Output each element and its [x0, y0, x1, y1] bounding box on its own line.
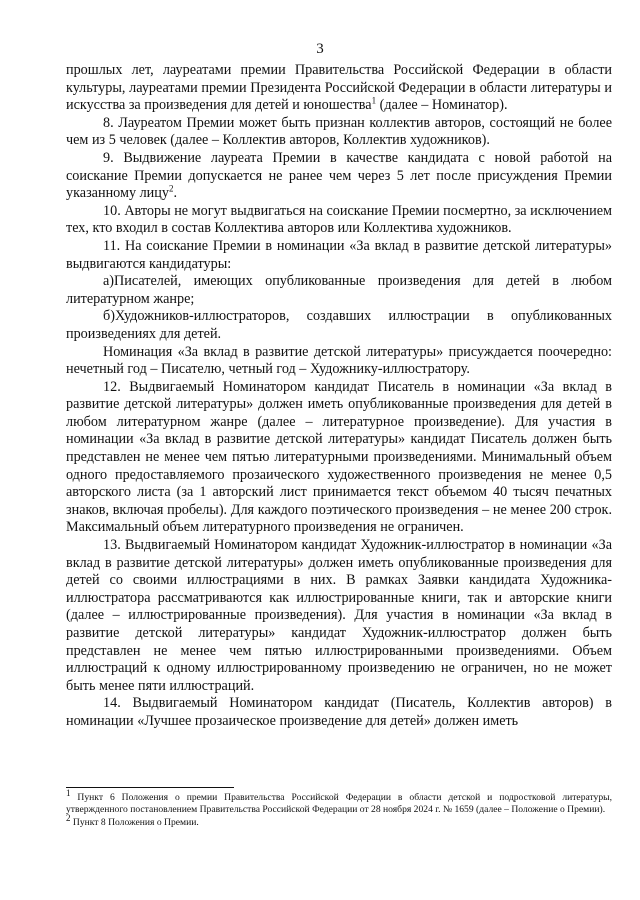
paragraph-text: прошлых лет, лауреатами премии Правительства Российской Федерации в области культуры, лауреатами премии Президента Российской Федерации в области литературы и искусства за произведения для детей и юношества	[66, 62, 612, 114]
page-number: 3	[316, 41, 324, 57]
paragraph-11-nomination: Номинация «За вклад в развитие детской литературы» присуждается поочередно: нечетный год – Писателю, четный год – Художнику-иллюстратору.	[66, 343, 612, 378]
list-item-label: б)	[103, 308, 115, 325]
paragraph-text-tail: (далее – Номинатор).	[376, 97, 508, 114]
paragraph-13: 13. Выдвигаемый Номинатором кандидат Художник-иллюстратор в номинации «За вклад в развитие детской литературы» должен иметь опубликованные произведения для детей со своими иллюстрациями в них. В рамках Заявки кандидата Художника-иллюстратора рассматриваются как иллюстрированные книги, так и авторские книги (далее – иллюстрированные произведения). Для участия в номинации «За вклад в развитие детской литературы» кандидат Художник-иллюстратор должен быть представлен не менее чем пятью иллюстрированными произведениями. Объем иллюстраций к одному иллюстрированному произведению не ограничен, но не может быть менее пяти иллюстраций.	[66, 537, 612, 694]
footnote-1	[66, 787, 612, 817]
paragraph-12: 12. Выдвигаемый Номинатором кандидат Писатель в номинации «За вклад в развитие детской литературы» должен иметь опубликованные произведения для детей в любом литературном жанре (далее – литературное произведение). Для участия в номинации «За вклад в развитие детской литературы» кандидат Писатель должен быть представлен не менее чем пятью литературными произведениями. Минимальный объем одного предоставляемого прозаического художественного произведения не менее 0,5 авторского листа (за 1 авторский лист принимается текст объемом 40 тысяч печатных знаков, включая пробелы). Для каждого поэтического произведения – не менее 200 строк. Максимальный объем литературного произведения не ограничен.	[66, 378, 612, 536]
footnote-mark: 2	[66, 812, 71, 823]
paragraph-14: 14. Выдвигаемый Номинатором кандидат (Писатель, Коллектив авторов) в номинации «Лучшее прозаическое произведение для детей» должен иметь	[66, 695, 612, 729]
footnote-mark: 1	[66, 787, 71, 798]
list-item-text: Художников-иллюстраторов, создавших иллюстрации в опубликованных произведениях для детей.	[66, 308, 612, 342]
list-item-label: а)	[103, 273, 115, 290]
footnote-ref-1[interactable]: 1	[371, 95, 377, 106]
footnote-2	[66, 812, 612, 829]
paragraph-9	[66, 150, 612, 203]
paragraph-text-tail: .	[173, 185, 178, 202]
paragraph-text: 9. Выдвижение лауреата Премии в качестве кандидата с новой работой на соискание Премии допускается не ранее чем через 5 лет после присуждения Премии указанному лицу	[66, 149, 612, 202]
list-item-a	[66, 273, 612, 308]
footnote-text: Пункт 8 Положения о Премии.	[70, 816, 199, 828]
paragraph-continuation	[66, 62, 612, 115]
paragraph-11: 11. На соискание Премии в номинации «За вклад в развитие детской литературы» выдвигаются кандидатуры:	[66, 237, 612, 272]
footnote-ref-2[interactable]: 2	[168, 183, 174, 194]
list-item-b	[66, 308, 612, 343]
footnote-divider	[66, 787, 234, 788]
document-body	[66, 62, 612, 731]
footnote-text: Пункт 6 Положения о премии Правительства Российской Федерации в области детской и подростковой литературы, утвержденного постановлением Правительства Российской Федерации от 28 ноября 2024 г. № 1659 (далее – Положение о Премии).	[66, 792, 612, 816]
paragraph-10: 10. Авторы не могут выдвигаться на соискание Премии посмертно, за исключением тех, кто входил в состав Коллектива авторов или Коллектива художников.	[66, 202, 612, 237]
paragraph-8: 8. Лауреатом Премии может быть признан коллектив авторов, состоящий не более чем из 5 человек (далее – Коллектив авторов, Коллектив художников).	[66, 114, 612, 149]
list-item-text: Писателей, имеющих опубликованные произведения для детей в любом литературном жанре;	[66, 273, 612, 307]
footnotes	[66, 787, 612, 829]
